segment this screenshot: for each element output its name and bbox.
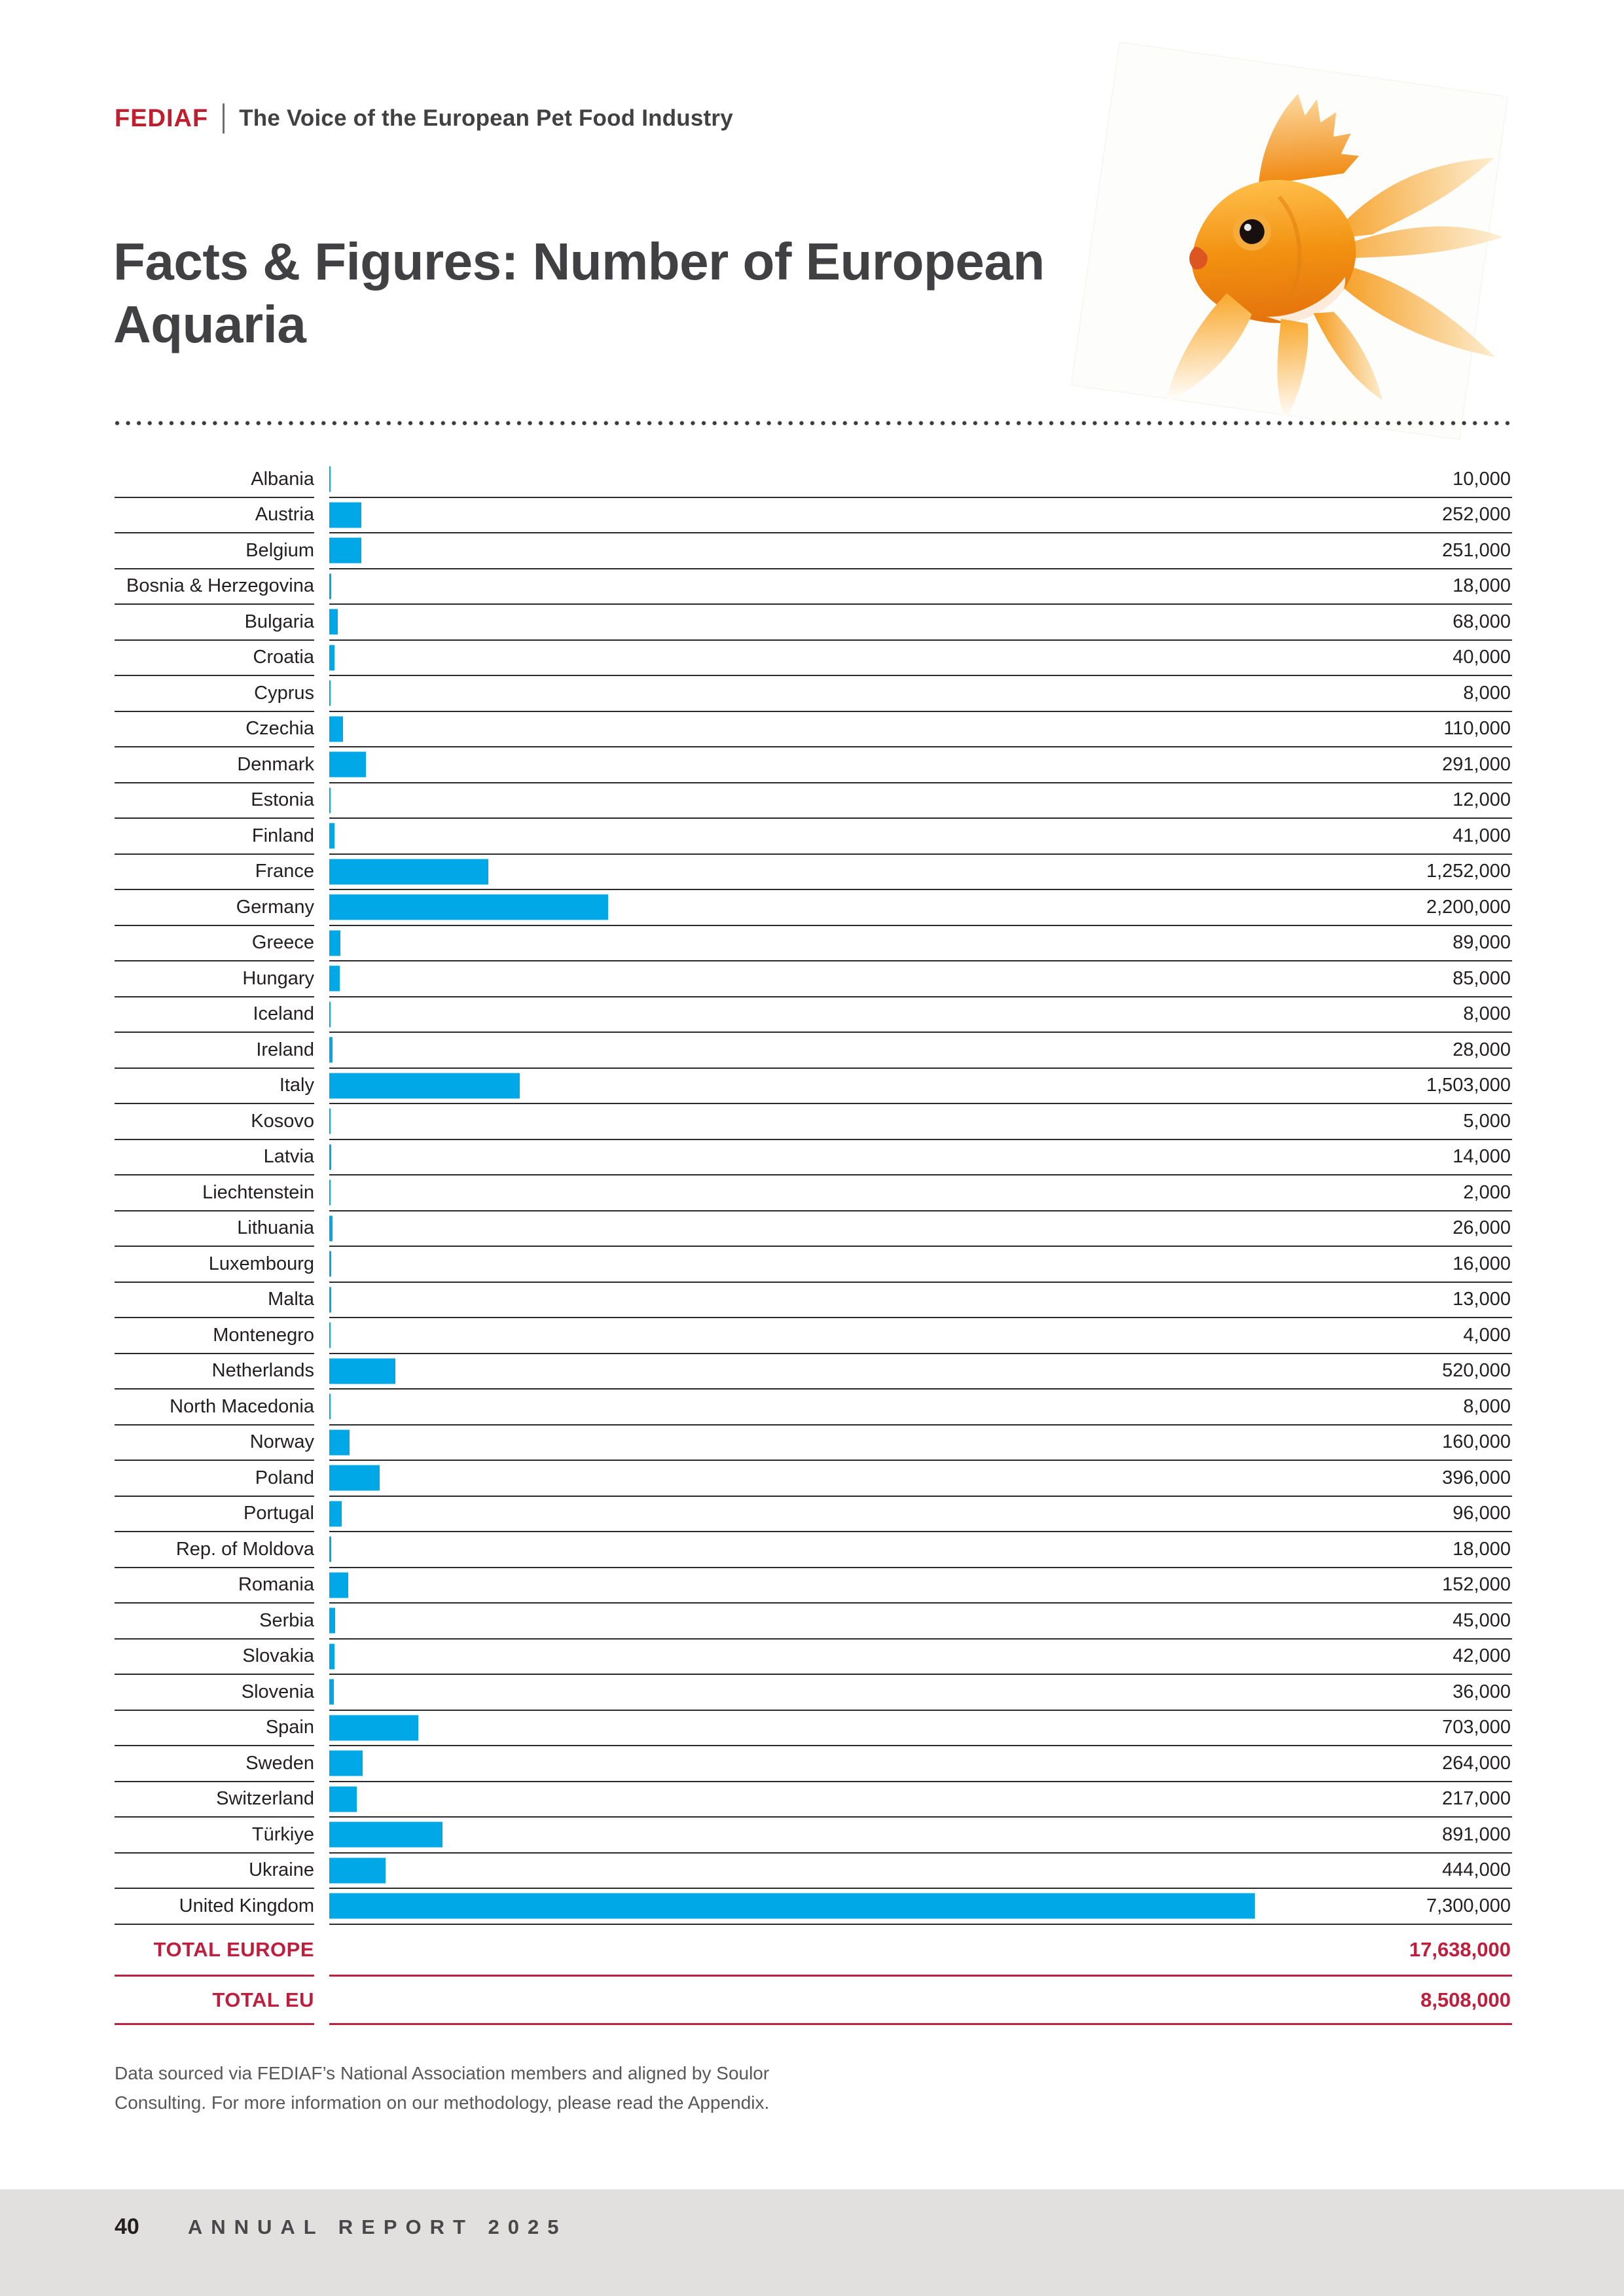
- chart-row: [115, 1211, 1512, 1247]
- country-label: Slovakia: [115, 1640, 314, 1676]
- country-value: 396,000: [1442, 1467, 1511, 1488]
- total-row: [115, 1924, 1512, 1977]
- column-gap: [314, 1390, 329, 1426]
- country-value: 18,000: [1453, 1538, 1511, 1560]
- column-gap: [314, 1604, 329, 1640]
- country-value: 42,000: [1453, 1645, 1511, 1667]
- bar-track: [329, 1175, 1512, 1211]
- value-bar: [329, 1822, 442, 1848]
- column-gap: [314, 605, 329, 641]
- column-gap: [314, 1318, 329, 1354]
- country-value: 16,000: [1453, 1253, 1511, 1274]
- column-gap: [314, 1818, 329, 1854]
- chart-row: [115, 1069, 1512, 1105]
- value-bar: [329, 1144, 331, 1170]
- value-bar: [329, 1679, 334, 1705]
- country-value: 2,000: [1463, 1181, 1511, 1203]
- country-value: 217,000: [1442, 1788, 1511, 1810]
- column-gap: [314, 1497, 329, 1533]
- country-value: 891,000: [1442, 1823, 1511, 1845]
- country-label: Bosnia & Herzegovina: [115, 569, 314, 605]
- value-bar: [329, 1608, 335, 1634]
- chart-row: [115, 1426, 1512, 1462]
- bar-track: [329, 1675, 1512, 1711]
- country-value: 26,000: [1453, 1217, 1511, 1239]
- country-label: Estonia: [115, 783, 314, 819]
- value-bar: [329, 1180, 331, 1206]
- column-gap: [314, 1640, 329, 1676]
- chart-totals: [115, 1924, 1512, 2025]
- column-gap: [314, 1283, 329, 1319]
- country-label: Greece: [115, 926, 314, 962]
- value-bar: [329, 1537, 331, 1562]
- chart-row: [115, 1140, 1512, 1176]
- chart-row: [115, 605, 1512, 641]
- country-label: Czechia: [115, 712, 314, 748]
- dotted-separator: [115, 420, 1511, 426]
- bar-track: [329, 1461, 1512, 1497]
- chart-row: [115, 997, 1512, 1033]
- bar-track: [329, 1247, 1512, 1283]
- column-gap: [314, 1033, 329, 1069]
- bar-track: [329, 498, 1512, 534]
- column-gap: [314, 1069, 329, 1105]
- country-value: 160,000: [1442, 1431, 1511, 1453]
- country-label: Finland: [115, 819, 314, 855]
- country-value: 13,000: [1453, 1289, 1511, 1310]
- country-value: 7,300,000: [1426, 1895, 1511, 1916]
- value-bar: [329, 1643, 334, 1669]
- country-label: Liechtenstein: [115, 1175, 314, 1211]
- value-bar: [329, 895, 608, 920]
- country-value: 4,000: [1463, 1324, 1511, 1346]
- chart-row: [115, 783, 1512, 819]
- column-gap: [314, 1889, 329, 1925]
- bar-track: [329, 890, 1512, 926]
- column-gap: [314, 641, 329, 677]
- country-label: Türkiye: [115, 1818, 314, 1854]
- value-bar: [329, 1715, 418, 1740]
- value-bar: [329, 1358, 395, 1384]
- value-bar: [329, 502, 361, 528]
- report-title: ANNUAL REPORT 2025: [187, 2215, 568, 2238]
- value-bar: [329, 1215, 333, 1241]
- bar-track: [329, 1568, 1512, 1604]
- country-value: 14,000: [1453, 1146, 1511, 1168]
- bar-track: [329, 997, 1512, 1033]
- value-bar: [329, 716, 343, 742]
- country-label: Norway: [115, 1426, 314, 1462]
- column-gap: [314, 961, 329, 997]
- value-bar: [329, 752, 366, 778]
- country-value: 40,000: [1453, 647, 1511, 668]
- value-bar: [329, 1287, 331, 1312]
- column-gap: [314, 1175, 329, 1211]
- chart-row: [115, 1889, 1512, 1925]
- value-bar: [329, 1786, 357, 1812]
- bar-track: [329, 819, 1512, 855]
- bar-track: [329, 1889, 1512, 1925]
- country-label: Poland: [115, 1461, 314, 1497]
- column-gap: [314, 819, 329, 855]
- total-value: 17,638,000: [1409, 1937, 1511, 1961]
- column-gap: [314, 462, 329, 498]
- chart-row: [115, 1711, 1512, 1747]
- bar-track: [329, 1711, 1512, 1747]
- bar-track: [329, 926, 1512, 962]
- bar-track: [329, 533, 1512, 569]
- source-footnote: [115, 2058, 769, 2117]
- country-value: 1,503,000: [1426, 1075, 1511, 1096]
- country-label: Luxembourg: [115, 1247, 314, 1283]
- chart-row: [115, 1318, 1512, 1354]
- country-label: Latvia: [115, 1140, 314, 1176]
- page-number: 40: [115, 2214, 139, 2239]
- chart-row: [115, 498, 1512, 534]
- column-gap: [314, 1104, 329, 1140]
- value-bar: [329, 1893, 1255, 1919]
- country-label: Hungary: [115, 961, 314, 997]
- bar-track: [329, 1033, 1512, 1069]
- country-label: Rep. of Moldova: [115, 1532, 314, 1568]
- page-title: Facts & Figures: Number of European Aquaria: [113, 232, 1045, 353]
- column-gap: [314, 1977, 329, 2025]
- column-gap: [314, 747, 329, 783]
- column-gap: [314, 1924, 329, 1977]
- chart-row: [115, 1675, 1512, 1711]
- chart-row: [115, 926, 1512, 962]
- country-value: 36,000: [1453, 1681, 1511, 1702]
- country-label: Italy: [115, 1069, 314, 1105]
- value-bar: [329, 1751, 363, 1776]
- value-bar: [329, 1323, 331, 1348]
- column-gap: [314, 783, 329, 819]
- value-bar: [329, 645, 334, 670]
- bar-track: [329, 1211, 1512, 1247]
- value-bar: [329, 467, 331, 492]
- bar-track: [329, 961, 1512, 997]
- chart-row: [115, 641, 1512, 677]
- country-label: Ukraine: [115, 1854, 314, 1890]
- total-label: TOTAL EUROPE: [115, 1924, 314, 1977]
- bar-track: [329, 1426, 1512, 1462]
- country-label: Austria: [115, 498, 314, 534]
- country-value: 96,000: [1453, 1503, 1511, 1524]
- country-label: Romania: [115, 1568, 314, 1604]
- value-bar: [329, 930, 340, 956]
- bar-track: [329, 1640, 1512, 1676]
- chart-row: [115, 855, 1512, 891]
- country-value: 85,000: [1453, 967, 1511, 989]
- chart-row: [115, 1854, 1512, 1890]
- column-gap: [314, 997, 329, 1033]
- total-track: [329, 1977, 1512, 2025]
- country-value: 8,000: [1463, 1003, 1511, 1025]
- bar-track: [329, 783, 1512, 819]
- total-track: [329, 1924, 1512, 1977]
- country-label: Croatia: [115, 641, 314, 677]
- aquaria-bar-chart: [115, 462, 1512, 1925]
- column-gap: [314, 569, 329, 605]
- bar-track: [329, 1104, 1512, 1140]
- country-label: Montenegro: [115, 1318, 314, 1354]
- bar-track: [329, 1746, 1512, 1782]
- value-bar: [329, 1037, 333, 1063]
- country-value: 68,000: [1453, 611, 1511, 632]
- column-gap: [314, 1675, 329, 1711]
- country-value: 152,000: [1442, 1574, 1511, 1596]
- bar-track: [329, 1532, 1512, 1568]
- chart-row: [115, 676, 1512, 712]
- country-value: 110,000: [1443, 718, 1511, 740]
- bar-track: [329, 1390, 1512, 1426]
- bar-track: [329, 1604, 1512, 1640]
- country-label: Serbia: [115, 1604, 314, 1640]
- country-value: 12,000: [1453, 789, 1511, 811]
- chart-row: [115, 1104, 1512, 1140]
- column-gap: [314, 1211, 329, 1247]
- column-gap: [314, 712, 329, 748]
- country-label: Malta: [115, 1283, 314, 1319]
- country-value: 251,000: [1442, 539, 1511, 561]
- country-label: Kosovo: [115, 1104, 314, 1140]
- chart-row: [115, 1604, 1512, 1640]
- value-bar: [329, 1429, 350, 1455]
- country-label: Albania: [115, 462, 314, 498]
- bar-track: [329, 1782, 1512, 1818]
- country-label: Cyprus: [115, 676, 314, 712]
- chart-row: [115, 1175, 1512, 1211]
- country-label: Spain: [115, 1711, 314, 1747]
- value-bar: [329, 609, 338, 635]
- country-value: 10,000: [1453, 468, 1511, 490]
- country-value: 444,000: [1442, 1859, 1511, 1881]
- column-gap: [314, 1461, 329, 1497]
- bar-track: [329, 855, 1512, 891]
- column-gap: [314, 1532, 329, 1568]
- value-bar: [329, 1109, 331, 1134]
- header-tagline: The Voice of the European Pet Food Industry: [239, 105, 733, 131]
- bar-track: [329, 1283, 1512, 1319]
- chart-row: [115, 1247, 1512, 1283]
- column-gap: [314, 1140, 329, 1176]
- country-value: 41,000: [1453, 825, 1511, 846]
- goldfish-photo: [1067, 56, 1512, 432]
- chart-row: [115, 462, 1512, 498]
- total-value: 8,508,000: [1420, 1988, 1511, 2011]
- chart-row: [115, 1497, 1512, 1533]
- country-value: 703,000: [1442, 1717, 1511, 1738]
- country-value: 264,000: [1442, 1752, 1511, 1774]
- value-bar: [329, 681, 331, 706]
- country-label: Denmark: [115, 747, 314, 783]
- country-value: 8,000: [1463, 682, 1511, 704]
- column-gap: [314, 890, 329, 926]
- value-bar: [329, 538, 361, 564]
- column-gap: [314, 498, 329, 534]
- country-value: 18,000: [1453, 575, 1511, 597]
- country-label: Belgium: [115, 533, 314, 569]
- country-label: Switzerland: [115, 1782, 314, 1818]
- chart-row: [115, 569, 1512, 605]
- country-value: 520,000: [1442, 1360, 1511, 1382]
- chart-row: [115, 1746, 1512, 1782]
- country-value: 5,000: [1463, 1110, 1511, 1132]
- bar-track: [329, 569, 1512, 605]
- country-label: Ireland: [115, 1033, 314, 1069]
- country-value: 8,000: [1463, 1395, 1511, 1417]
- country-label: United Kingdom: [115, 1889, 314, 1925]
- country-label: Lithuania: [115, 1211, 314, 1247]
- country-label: Germany: [115, 890, 314, 926]
- bar-track: [329, 676, 1512, 712]
- page-header: [115, 103, 733, 134]
- bar-track: [329, 1318, 1512, 1354]
- bar-track: [329, 641, 1512, 677]
- value-bar: [329, 966, 340, 992]
- bar-track: [329, 747, 1512, 783]
- value-bar: [329, 1572, 348, 1598]
- chart-row: [115, 1568, 1512, 1604]
- value-bar: [329, 859, 488, 884]
- column-gap: [314, 1711, 329, 1747]
- chart-row: [115, 1818, 1512, 1854]
- country-label: Portugal: [115, 1497, 314, 1533]
- chart-row: [115, 961, 1512, 997]
- bar-track: [329, 712, 1512, 748]
- chart-row: [115, 1354, 1512, 1390]
- country-label: Slovenia: [115, 1675, 314, 1711]
- value-bar: [329, 787, 331, 813]
- value-bar: [329, 1857, 386, 1883]
- country-value: 1,252,000: [1426, 861, 1511, 882]
- chart-row: [115, 747, 1512, 783]
- footnote-line-2: Consulting. For more information on our methodology, please read the Appendix.: [115, 2092, 770, 2113]
- country-value: 291,000: [1442, 753, 1511, 775]
- value-bar: [329, 1501, 342, 1526]
- value-bar: [329, 1073, 520, 1098]
- bar-track: [329, 1140, 1512, 1176]
- chart-row: [115, 1782, 1512, 1818]
- chart-row: [115, 1390, 1512, 1426]
- chart-row: [115, 533, 1512, 569]
- bar-track: [329, 1354, 1512, 1390]
- bar-track: [329, 1854, 1512, 1890]
- column-gap: [314, 1782, 329, 1818]
- column-gap: [314, 1568, 329, 1604]
- column-gap: [314, 1247, 329, 1283]
- column-gap: [314, 1746, 329, 1782]
- column-gap: [314, 1354, 329, 1390]
- country-value: 45,000: [1453, 1609, 1511, 1631]
- chart-row: [115, 819, 1512, 855]
- column-gap: [314, 1426, 329, 1462]
- chart-row: [115, 712, 1512, 748]
- column-gap: [314, 926, 329, 962]
- page-footer: [0, 2189, 1624, 2296]
- fediaf-logo: FEDIAF: [115, 104, 209, 132]
- country-value: 252,000: [1442, 504, 1511, 526]
- country-value: 89,000: [1453, 932, 1511, 954]
- country-value: 28,000: [1453, 1039, 1511, 1060]
- country-label: Iceland: [115, 997, 314, 1033]
- chart-row: [115, 1532, 1512, 1568]
- column-gap: [314, 855, 329, 891]
- country-label: North Macedonia: [115, 1390, 314, 1426]
- bar-track: [329, 1069, 1512, 1105]
- value-bar: [329, 1001, 331, 1027]
- bar-track: [329, 1497, 1512, 1533]
- value-bar: [329, 1251, 331, 1277]
- country-label: Netherlands: [115, 1354, 314, 1390]
- country-value: 2,200,000: [1426, 896, 1511, 918]
- value-bar: [329, 1394, 331, 1420]
- footnote-line-1: Data sourced via FEDIAF’s National Association members and aligned by Soulor: [115, 2063, 770, 2083]
- chart-row: [115, 1283, 1512, 1319]
- chart-row: [115, 1033, 1512, 1069]
- bar-track: [329, 1818, 1512, 1854]
- total-label: TOTAL EU: [115, 1977, 314, 2025]
- goldfish-illustration: [1067, 56, 1512, 432]
- column-gap: [314, 1854, 329, 1890]
- column-gap: [314, 533, 329, 569]
- country-label: Sweden: [115, 1746, 314, 1782]
- value-bar: [329, 573, 331, 599]
- bar-track: [329, 462, 1512, 498]
- country-label: Bulgaria: [115, 605, 314, 641]
- total-row: [115, 1977, 1512, 2025]
- column-gap: [314, 676, 329, 712]
- chart-row: [115, 1461, 1512, 1497]
- bar-track: [329, 605, 1512, 641]
- header-divider: [223, 103, 225, 134]
- value-bar: [329, 1465, 380, 1491]
- chart-row: [115, 1640, 1512, 1676]
- chart-row: [115, 890, 1512, 926]
- value-bar: [329, 823, 334, 849]
- country-label: France: [115, 855, 314, 891]
